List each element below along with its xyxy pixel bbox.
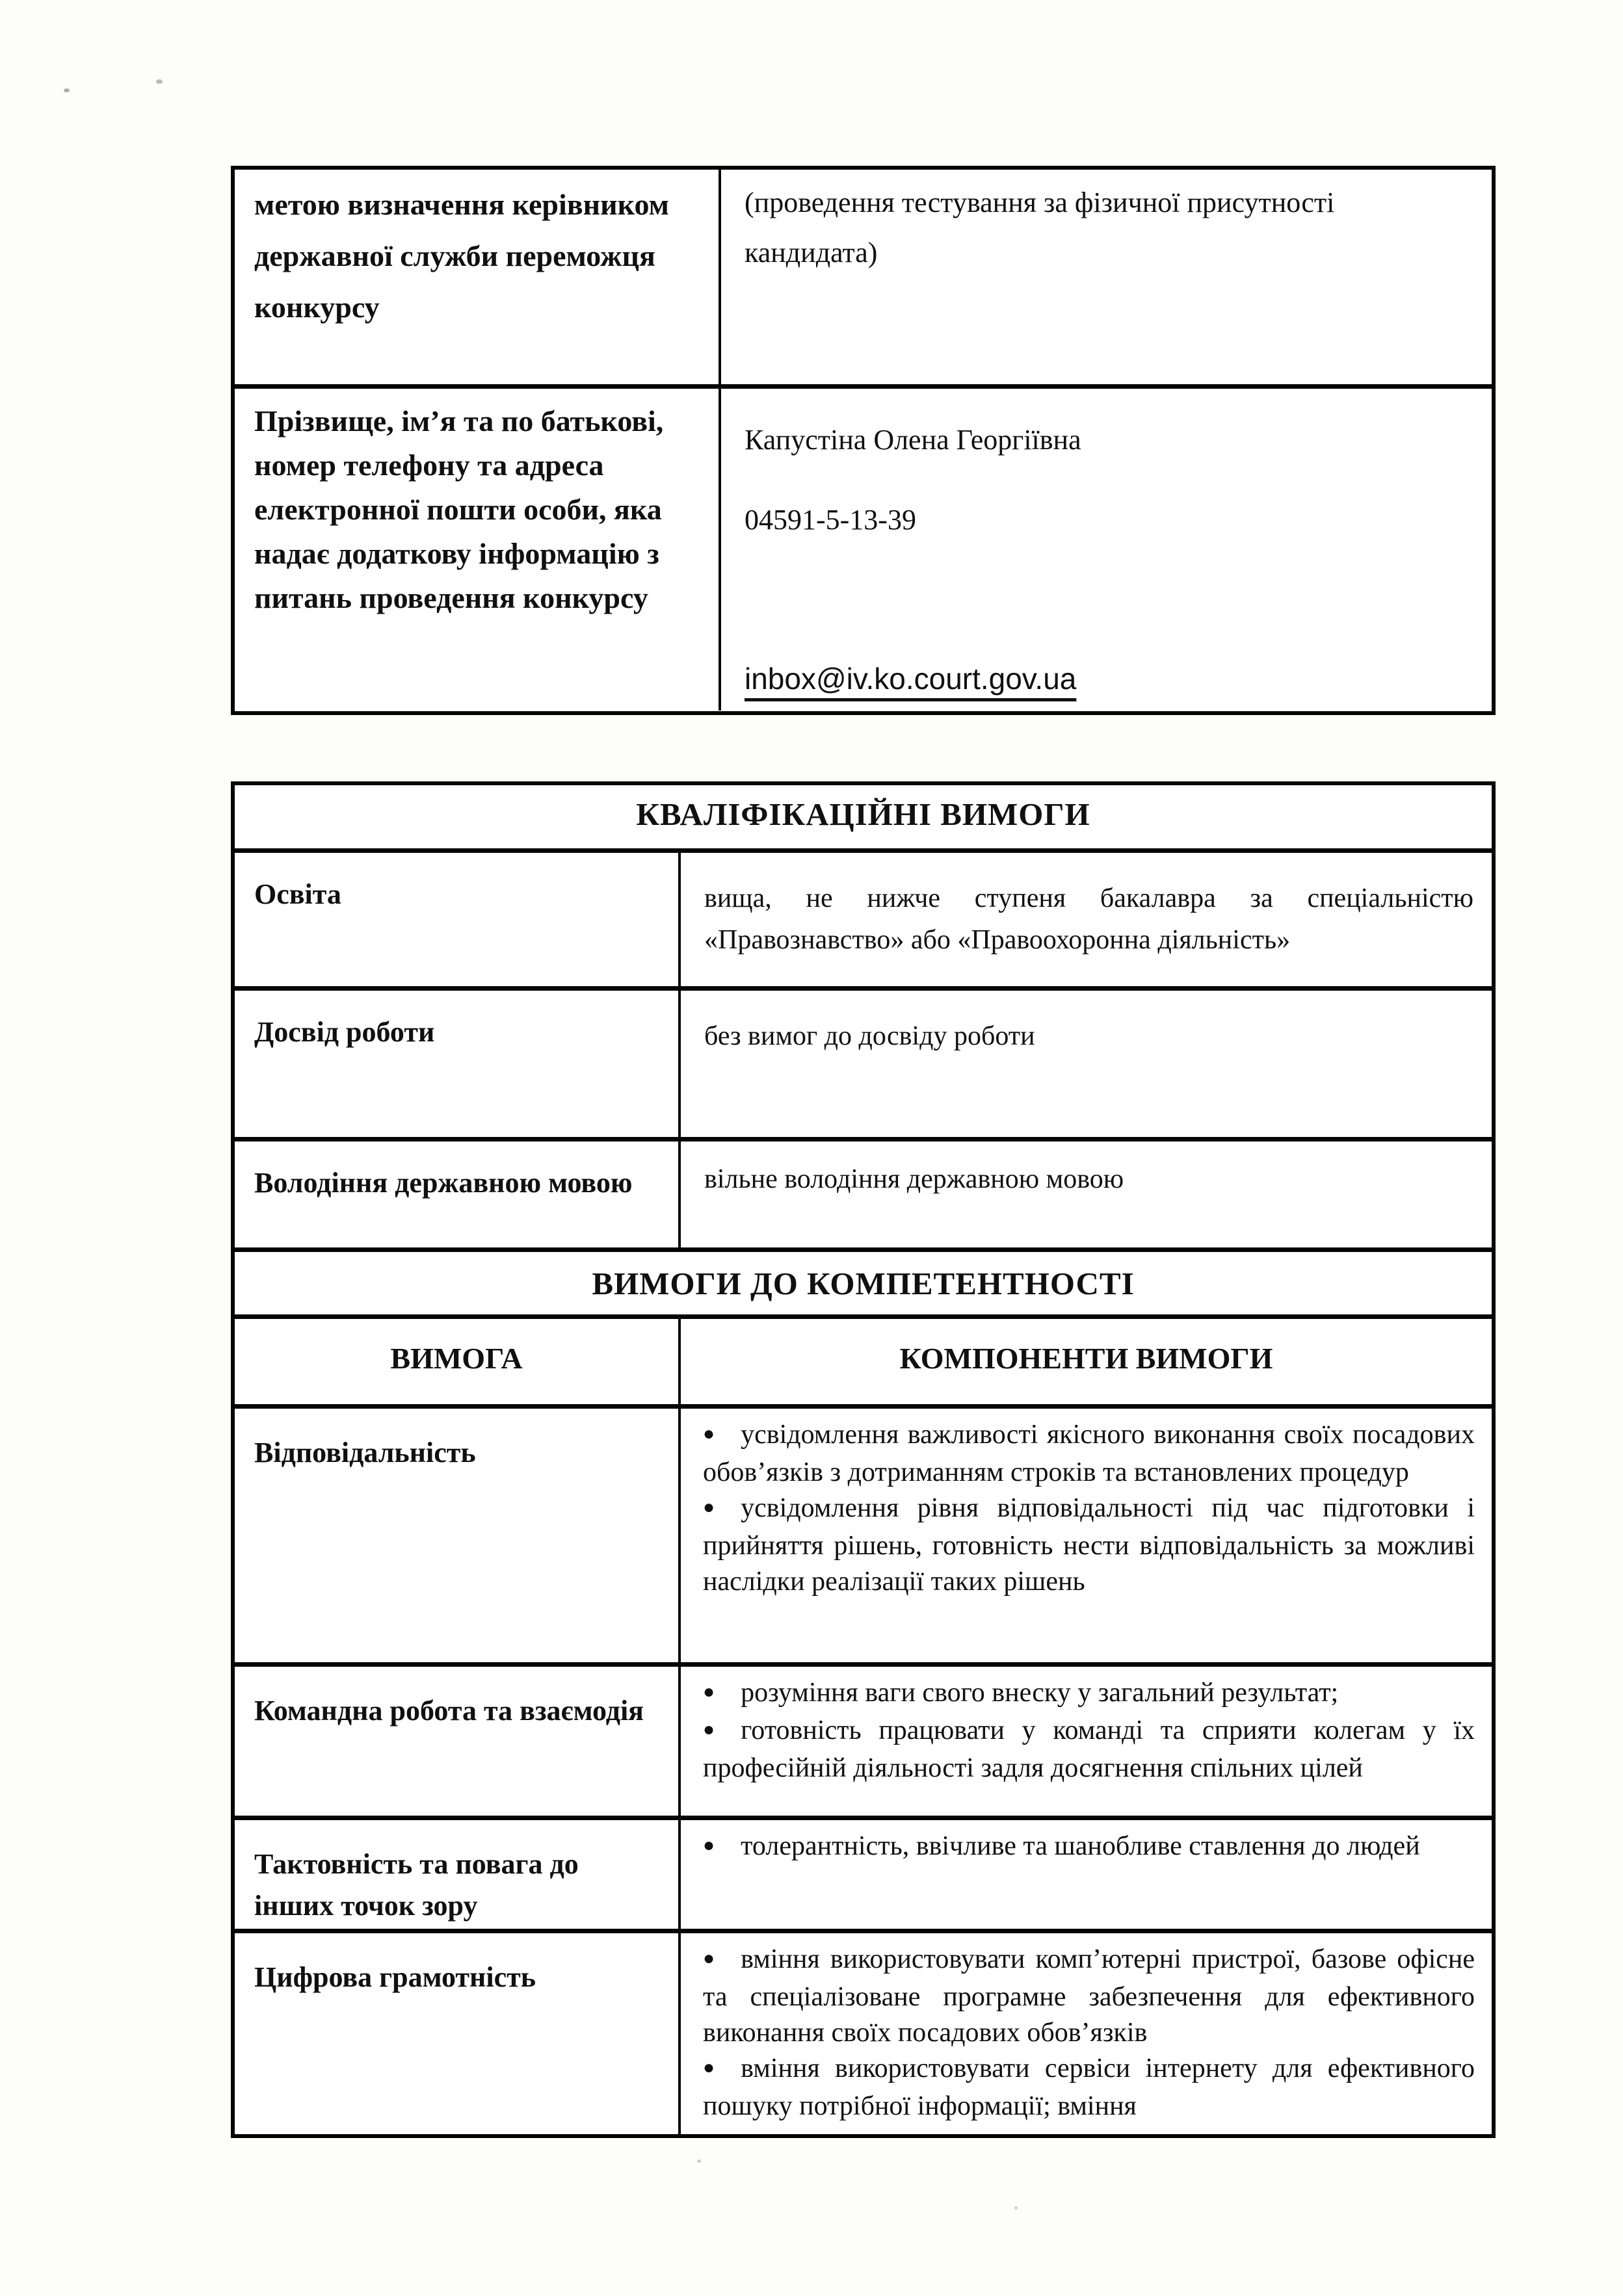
contact-phone-number: 04591-5-13-39 [745,504,916,536]
list-item [703,1417,1475,1491]
bullet-text: толерантність, ввічливе та шанобливе ставлення до людей [741,1831,1420,1861]
winner-determination-label: метою визначення керівником державної служби переможця конкурсу [235,170,721,384]
list-item [703,1675,1475,1713]
teamwork-components [681,1667,1492,1816]
table-row [235,1816,1492,1929]
bullet-text: вміння використовувати комп’ютерні пристрої, базове офісне та спеціалізоване програмне забезпечення для ефективного виконання своїх посадових обов’язків [703,1944,1475,2048]
table-row [235,1929,1492,2134]
requirement-column-header: ВИМОГА [235,1319,681,1404]
teamwork-label: Командна робота та взаємодія [235,1667,681,1816]
list-item [703,1942,1475,2051]
bullet-text: усвідомлення рівня відповідальності під час підготовки і прийняття рішень, готовність нести відповідальність за можливі наслідки реалізації таких рішень [703,1493,1475,1597]
competency-requirements-header: ВИМОГИ ДО КОМПЕТЕНТНОСТІ [235,1247,1492,1314]
table-row [235,1662,1492,1816]
education-label: Освіта [235,853,681,986]
bullet-icon: ● [703,1681,715,1702]
testing-method-note: (проведення тестування за фізичної присутності кандидата) [745,187,1335,268]
list-item [703,1491,1475,1600]
education-value: вища, не нижче ступеня бакалавра за спеціальністю «Правознавство» або «Правоохоронна діяльність» [704,883,1473,955]
scan-speck [697,2159,701,2163]
contact-email-link[interactable]: inbox@iv.ko.court.gov.ua [745,662,1077,696]
winner-determination-value-cell [721,170,1492,384]
contact-info-table [231,166,1496,715]
bullet-text: готовність працювати у команді та сприяти колегам у їх професійній діяльності задля досягнення спільних цілей [703,1715,1475,1783]
responsibility-label: Відповідальність [235,1409,681,1662]
scan-speck [64,88,70,92]
list-item [703,2051,1475,2124]
work-experience-value: без вимог до досвіду роботи [704,1021,1035,1051]
components-column-header: КОМПОНЕНТИ ВИМОГИ [899,1342,1273,1375]
table-row [235,384,1492,711]
bullet-icon: ● [703,1496,715,1518]
bullet-text: вміння використовувати сервіси інтернету для ефективного пошуку потрібної інформації; вміння [703,2054,1475,2121]
contact-person-name: Капустіна Олена Георгіївна [745,424,1081,456]
scan-speck [156,79,163,84]
list-item [703,1713,1475,1786]
scan-speck [1014,2206,1018,2210]
contact-person-label: Прізвище, ім’я та по батькові, номер телефону та адреса електронної пошти особи, яка надає додаткову інформацію з питань проведення конкурсу [235,389,721,711]
work-experience-label: Досвід роботи [235,991,681,1137]
tactfulness-components [681,1820,1492,1929]
digital-literacy-label: Цифрова грамотність [235,1933,681,2134]
list-item [703,1829,1475,1866]
qualification-requirements-table [231,781,1496,2138]
table-row [235,1404,1492,1662]
table-row [235,1137,1492,1247]
qualification-requirements-title: КВАЛІФІКАЦІЙНІ ВИМОГИ [636,796,1090,832]
responsibility-components [681,1409,1492,1662]
state-language-label: Володіння державною мовою [235,1141,681,1247]
table-row [235,170,1492,384]
contact-person-value-cell [721,389,1492,711]
table-row [235,848,1492,986]
bullet-icon: ● [703,2057,715,2078]
competency-column-headers [235,1314,1492,1404]
bullet-icon: ● [703,1719,715,1740]
bullet-text: розуміння ваги свого внеску у загальний результат; [741,1678,1339,1708]
bullet-icon: ● [703,1423,715,1444]
table-row [235,986,1492,1137]
tactfulness-label: Тактовність та повага до інших точок зору [235,1820,681,1929]
bullet-text: усвідомлення важливості якісного виконання своїх посадових обов’язків з дотриманням строків та встановлених процедур [703,1420,1475,1487]
state-language-value: вільне володіння державною мовою [704,1164,1124,1194]
contact-email-line [745,654,1472,705]
bullet-icon: ● [703,1948,715,1969]
bullet-icon: ● [703,1834,715,1856]
digital-literacy-components [681,1933,1492,2134]
